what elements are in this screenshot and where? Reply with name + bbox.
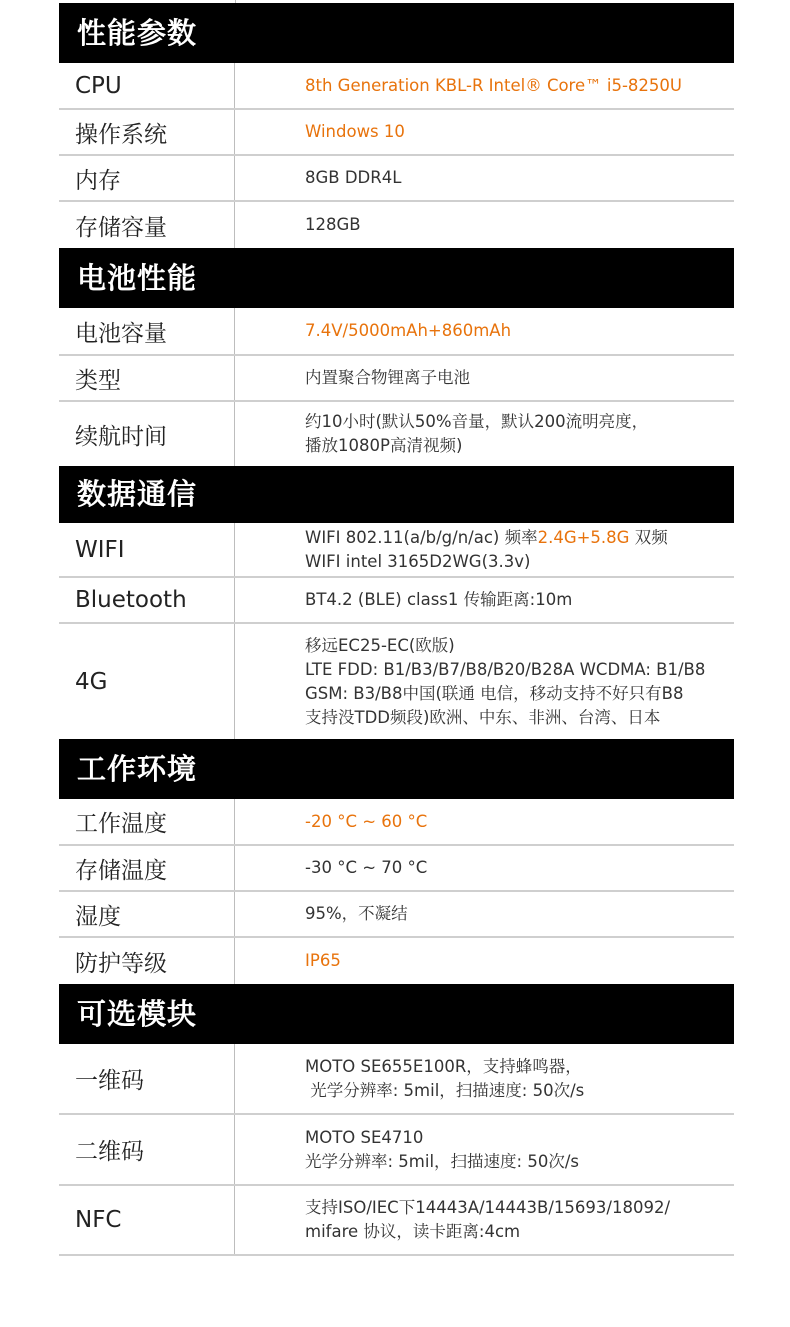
spec-sheet [59,3,734,1256]
spec-row-4g [59,624,734,739]
spec-label: 存储容量 [59,202,235,248]
spec-row-battery-type [59,356,734,402]
spec-value [235,523,734,576]
spec-value: 内置聚合物锂离子电池 [305,368,470,387]
spec-value: IP65 [305,951,341,970]
spec-label: 类型 [59,356,235,400]
section-header-environment: 工作环境 [59,739,734,799]
spec-value-line [305,526,728,550]
spec-value [235,1044,734,1113]
spec-value-line: 移远EC25-EC(欧版) [305,635,455,655]
spec-label: 防护等级 [59,938,235,984]
spec-row-2d-barcode [59,1115,734,1186]
wifi-frequency-suffix: 双频 [629,527,668,547]
spec-value: BT4.2 (BLE) class1 传输距离:10m [305,590,573,609]
spec-value-line: 支持ISO/IEC下14443A/14443B/15693/18092/ [305,1198,670,1217]
spec-label: Bluetooth [59,578,235,622]
spec-row-battery-life [59,402,734,466]
spec-value-line: 播放1080P高清视频) [305,436,463,455]
spec-row-battery-capacity [59,308,734,356]
spec-value: 128GB [305,215,361,234]
spec-row-1d-barcode [59,1044,734,1115]
spec-row-wifi [59,523,734,578]
spec-label: 工作温度 [59,799,235,844]
spec-row-storage [59,202,734,248]
spec-label: 电池容量 [59,308,235,354]
spec-value: 8GB DDR4L [305,168,402,187]
spec-label: 续航时间 [59,402,235,466]
spec-label: 存储温度 [59,846,235,890]
spec-value-line: 光学分辨率: 5mil，扫描速度: 50次/s [305,1151,579,1171]
spec-value: 95%，不凝结 [305,904,408,923]
wifi-frequency-prefix: WIFI 802.11(a/b/g/n/ac) 频率 [305,527,538,547]
spec-value [235,1115,734,1184]
spec-value [235,1186,734,1254]
spec-label: NFC [59,1186,235,1254]
spec-label: 二维码 [59,1115,235,1184]
section-header-modules: 可选模块 [59,984,734,1044]
section-header-connectivity: 数据通信 [59,466,734,523]
spec-value-line: mifare 协议，读卡距离:4cm [305,1222,521,1241]
section-header-performance: 性能参数 [59,3,734,63]
spec-value-line: 光学分辨率: 5mil，扫描速度: 50次/s [305,1080,585,1100]
spec-value-line: 支持没TDD频段)欧洲、中东、非洲、台湾、日本 [305,707,661,727]
spec-row-nfc [59,1186,734,1256]
spec-value [235,624,734,739]
spec-value: Windows 10 [305,122,405,141]
spec-label: 4G [59,624,235,739]
spec-row-operating-temp [59,799,734,846]
spec-row-humidity [59,892,734,938]
spec-label: WIFI [59,523,235,576]
spec-row-storage-temp [59,846,734,892]
spec-value: 7.4V/5000mAh+860mAh [305,321,512,340]
spec-row-bluetooth [59,578,734,624]
spec-value: -20 °C ~ 60 °C [305,811,428,831]
spec-label: CPU [59,63,235,108]
spec-row-os [59,110,734,156]
spec-value-line: GSM: B3/B8中国(联通 电信，移动支持不好只有B8 [305,683,684,703]
spec-row-protection [59,938,734,984]
spec-value [235,402,734,466]
spec-label: 内存 [59,156,235,200]
spec-value-line: WIFI intel 3165D2WG(3.3v) [305,551,531,571]
spec-value-line: 约10小时(默认50%音量，默认200流明亮度， [305,412,649,431]
spec-row-cpu [59,63,734,110]
spec-row-memory [59,156,734,202]
spec-label: 湿度 [59,892,235,936]
spec-value: -30 °C ~ 70 °C [305,858,428,877]
spec-value-line: MOTO SE4710 [305,1127,424,1147]
spec-value: 8th Generation KBL-R Intel® Core™ i5-8250U [305,75,682,95]
spec-label: 一维码 [59,1044,235,1113]
section-header-battery: 电池性能 [59,248,734,308]
spec-label: 操作系统 [59,110,235,154]
spec-value-line: LTE FDD: B1/B3/B7/B8/B20/B28A WCDMA: B1/B8 [305,659,706,679]
spec-value-line: MOTO SE655E100R，支持蜂鸣器， [305,1056,582,1076]
wifi-frequency-highlight: 2.4G+5.8G [537,527,630,547]
